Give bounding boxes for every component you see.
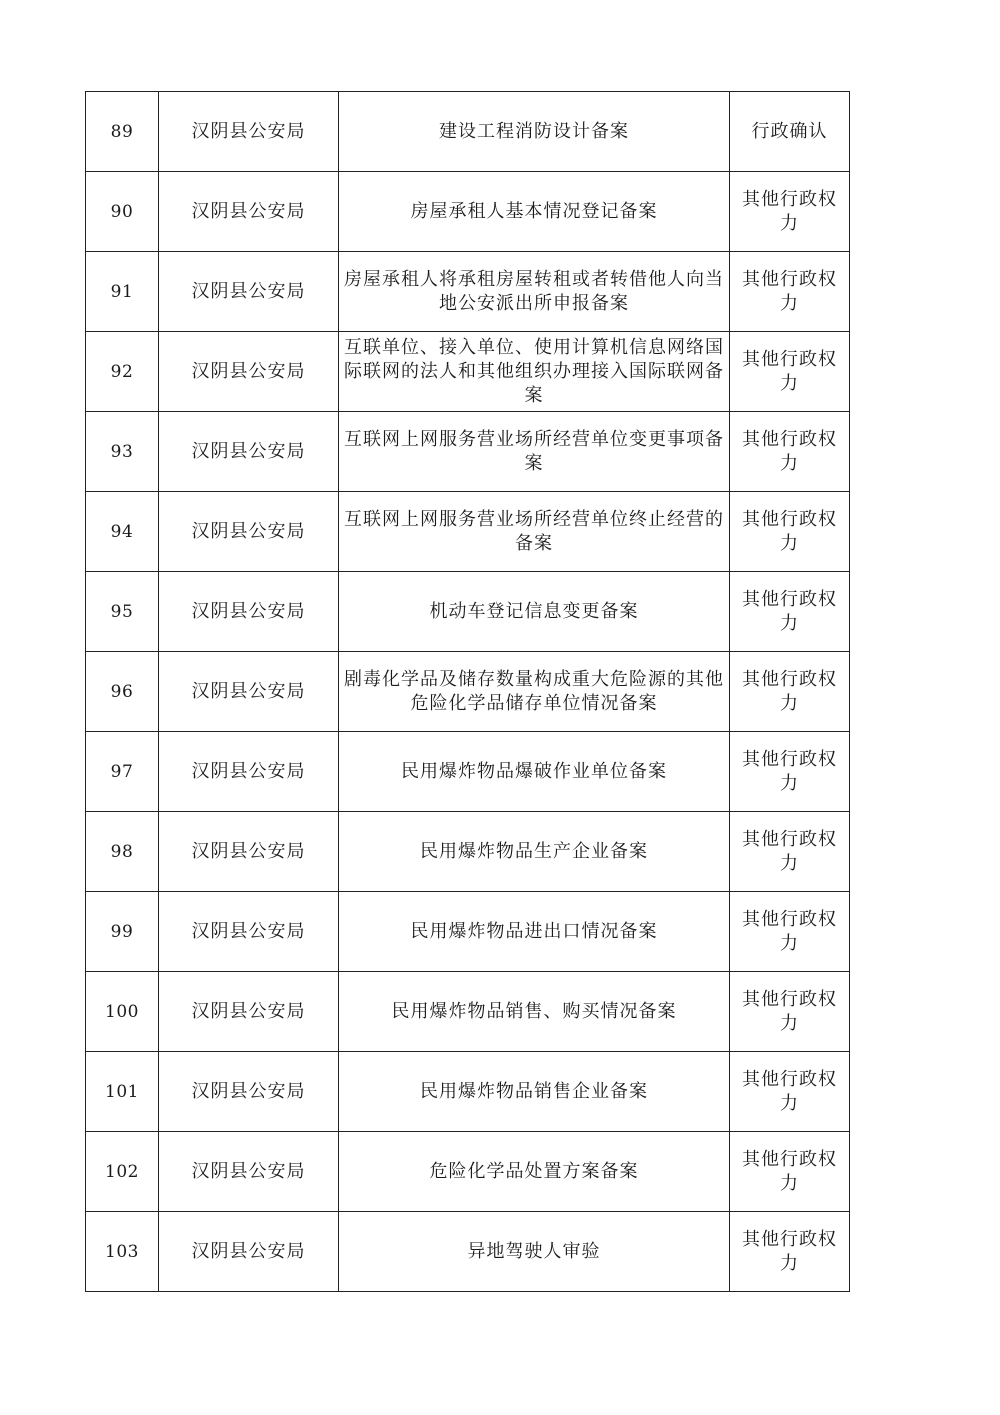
department: 汉阴县公安局 bbox=[159, 732, 339, 812]
power-type: 其他行政权力 bbox=[730, 1212, 850, 1292]
row-number: 90 bbox=[86, 172, 159, 252]
row-number: 95 bbox=[86, 572, 159, 652]
table-row bbox=[86, 1052, 850, 1132]
power-type: 其他行政权力 bbox=[730, 332, 850, 412]
item-name: 危险化学品处置方案备案 bbox=[339, 1132, 730, 1212]
department: 汉阴县公安局 bbox=[159, 1132, 339, 1212]
power-type: 其他行政权力 bbox=[730, 892, 850, 972]
row-number: 101 bbox=[86, 1052, 159, 1132]
table-row bbox=[86, 892, 850, 972]
item-name: 民用爆炸物品爆破作业单位备案 bbox=[339, 732, 730, 812]
item-name: 剧毒化学品及储存数量构成重大危险源的其他危险化学品储存单位情况备案 bbox=[339, 652, 730, 732]
table-row bbox=[86, 172, 850, 252]
item-name: 房屋承租人基本情况登记备案 bbox=[339, 172, 730, 252]
table-row bbox=[86, 732, 850, 812]
row-number: 97 bbox=[86, 732, 159, 812]
table-row bbox=[86, 1132, 850, 1212]
power-type: 其他行政权力 bbox=[730, 252, 850, 332]
power-type: 其他行政权力 bbox=[730, 172, 850, 252]
department: 汉阴县公安局 bbox=[159, 652, 339, 732]
power-list-table bbox=[85, 91, 850, 1292]
department: 汉阴县公安局 bbox=[159, 172, 339, 252]
row-number: 94 bbox=[86, 492, 159, 572]
power-type: 其他行政权力 bbox=[730, 732, 850, 812]
row-number: 93 bbox=[86, 412, 159, 492]
power-type: 其他行政权力 bbox=[730, 652, 850, 732]
table-row bbox=[86, 972, 850, 1052]
item-name: 房屋承租人将承租房屋转租或者转借他人向当地公安派出所申报备案 bbox=[339, 252, 730, 332]
table-body bbox=[86, 92, 850, 1292]
row-number: 96 bbox=[86, 652, 159, 732]
department: 汉阴县公安局 bbox=[159, 892, 339, 972]
item-name: 民用爆炸物品进出口情况备案 bbox=[339, 892, 730, 972]
table-row bbox=[86, 252, 850, 332]
item-name: 民用爆炸物品生产企业备案 bbox=[339, 812, 730, 892]
row-number: 89 bbox=[86, 92, 159, 172]
row-number: 91 bbox=[86, 252, 159, 332]
item-name: 互联网上网服务营业场所经营单位终止经营的备案 bbox=[339, 492, 730, 572]
power-type: 其他行政权力 bbox=[730, 492, 850, 572]
item-name: 民用爆炸物品销售、购买情况备案 bbox=[339, 972, 730, 1052]
item-name: 互联单位、接入单位、使用计算机信息网络国际联网的法人和其他组织办理接入国际联网备案 bbox=[339, 332, 730, 412]
power-type: 其他行政权力 bbox=[730, 972, 850, 1052]
department: 汉阴县公安局 bbox=[159, 412, 339, 492]
item-name: 互联网上网服务营业场所经营单位变更事项备案 bbox=[339, 412, 730, 492]
table-row bbox=[86, 332, 850, 412]
department: 汉阴县公安局 bbox=[159, 1052, 339, 1132]
item-name: 民用爆炸物品销售企业备案 bbox=[339, 1052, 730, 1132]
table-row bbox=[86, 652, 850, 732]
item-name: 异地驾驶人审验 bbox=[339, 1212, 730, 1292]
department: 汉阴县公安局 bbox=[159, 92, 339, 172]
power-type: 其他行政权力 bbox=[730, 1052, 850, 1132]
table-row bbox=[86, 92, 850, 172]
department: 汉阴县公安局 bbox=[159, 332, 339, 412]
department: 汉阴县公安局 bbox=[159, 972, 339, 1052]
power-type: 其他行政权力 bbox=[730, 412, 850, 492]
table-row bbox=[86, 492, 850, 572]
department: 汉阴县公安局 bbox=[159, 492, 339, 572]
table-row bbox=[86, 572, 850, 652]
power-type: 其他行政权力 bbox=[730, 812, 850, 892]
row-number: 99 bbox=[86, 892, 159, 972]
department: 汉阴县公安局 bbox=[159, 1212, 339, 1292]
department: 汉阴县公安局 bbox=[159, 572, 339, 652]
table-row bbox=[86, 812, 850, 892]
power-type: 其他行政权力 bbox=[730, 1132, 850, 1212]
power-type: 其他行政权力 bbox=[730, 572, 850, 652]
table-row bbox=[86, 1212, 850, 1292]
item-name: 机动车登记信息变更备案 bbox=[339, 572, 730, 652]
row-number: 100 bbox=[86, 972, 159, 1052]
row-number: 92 bbox=[86, 332, 159, 412]
row-number: 98 bbox=[86, 812, 159, 892]
row-number: 102 bbox=[86, 1132, 159, 1212]
power-type: 行政确认 bbox=[730, 92, 850, 172]
department: 汉阴县公安局 bbox=[159, 252, 339, 332]
table-row bbox=[86, 412, 850, 492]
department: 汉阴县公安局 bbox=[159, 812, 339, 892]
row-number: 103 bbox=[86, 1212, 159, 1292]
item-name: 建设工程消防设计备案 bbox=[339, 92, 730, 172]
